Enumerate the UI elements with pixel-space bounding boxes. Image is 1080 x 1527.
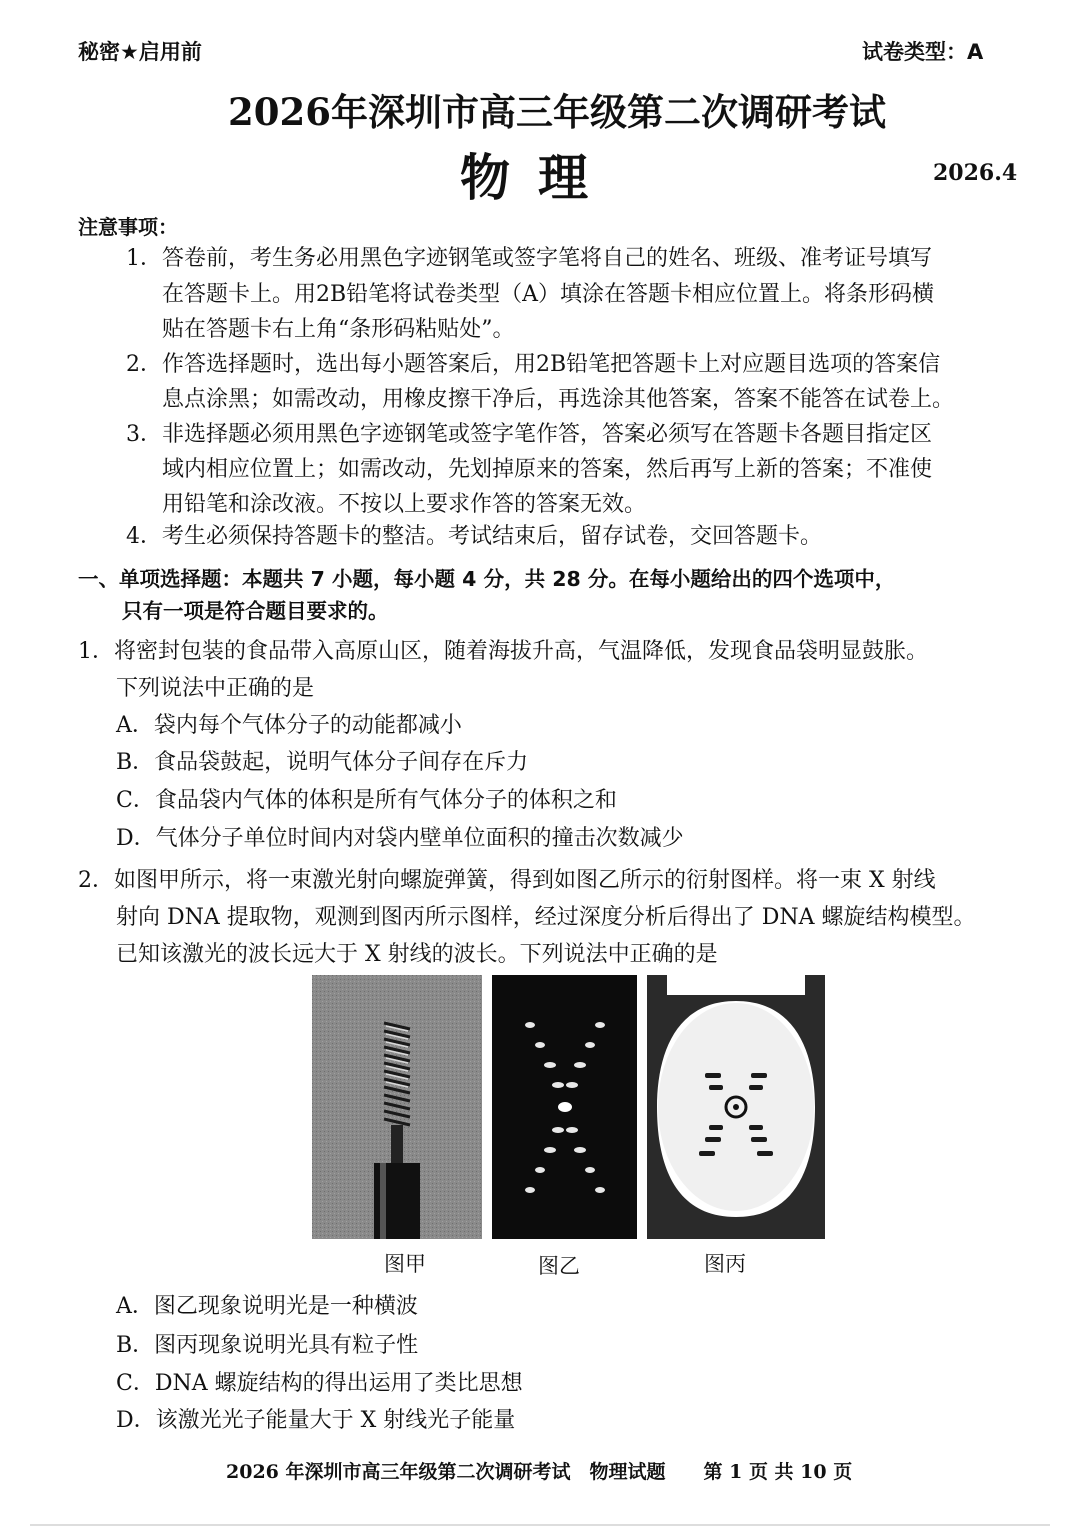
q2-option-d: D．该激光光子能量大于 X 射线光子能量 (116, 1408, 516, 1433)
section-heading-cont: 只有一项是符合题目要求的。 (122, 599, 389, 623)
q1-option-b: B．食品袋鼓起，说明气体分子间存在斥力 (116, 750, 529, 775)
q2-option-c: C．DNA 螺旋结构的得出运用了类比思想 (116, 1371, 523, 1396)
q2-stem: 已知该激光的波长远大于 X 射线的波长。下列说法中正确的是 (116, 942, 718, 967)
notes-line: 4．考生必须保持答题卡的整洁。考试结束后，留存试卷，交回答题卡。 (126, 524, 822, 549)
q1-option-d: D．气体分子单位时间内对袋内壁单位面积的撞击次数减少 (116, 826, 684, 851)
subject-title: 物理 (460, 148, 616, 207)
notes-heading: 注意事项： (78, 215, 178, 239)
notes-line: 息点涂黑；如需改动，用橡皮擦干净后，再选涂其他答案，答案不能答在试卷上。 (162, 387, 955, 412)
figure-caption-yi: 图乙 (538, 1254, 580, 1278)
exam-date: 2026.4 (933, 160, 1018, 186)
figure-xray-pattern (647, 975, 825, 1239)
notes-line: 域内相应位置上；如需改动，先划掉原来的答案，然后再写上新的答案；不准使 (162, 457, 933, 482)
q1-option-c: C．食品袋内气体的体积是所有气体分子的体积之和 (116, 788, 617, 813)
q2-stem: 射向 DNA 提取物，观测到图丙所示图样，经过深度分析后得出了 DNA 螺旋结构模型。 (116, 905, 976, 930)
confidential-label: 秘密★启用前 (78, 40, 202, 64)
q2-option-a: A．图乙现象说明光是一种横波 (116, 1294, 418, 1319)
section-heading: 一、单项选择题：本题共 7 小题，每小题 4 分，共 28 分。在每小题给出的四个选项中， (78, 567, 896, 591)
figure-caption-jia: 图甲 (384, 1252, 426, 1276)
notes-line: 在答题卡上。用2B铅笔将试卷类型（A）填涂在答题卡相应位置上。将条形码横 (162, 282, 935, 307)
notes-line: 1．答卷前，考生务必用黑色字迹钢笔或签字笔将自己的姓名、班级、准考证号填写 (126, 246, 932, 271)
q2-stem: 2．如图甲所示，将一束激光射向螺旋弹簧，得到如图乙所示的衍射图样。将一束 X 射线 (78, 868, 936, 893)
q1-stem: 1．将密封包装的食品带入高原山区，随着海拔升高，气温降低，发现食品袋明显鼓胀。 (78, 639, 928, 664)
figure-diffraction-pattern (492, 975, 637, 1239)
notes-line: 3．非选择题必须用黑色字迹钢笔或签字笔作答，答案必须写在答题卡各题目指定区 (126, 422, 932, 447)
exam-title: 2026年深圳市高三年级第二次调研考试 (228, 90, 886, 134)
bottom-rule (30, 1524, 1050, 1526)
notes-line: 贴在答题卡右上角“条形码粘贴处”。 (162, 317, 515, 342)
page-footer: 2026 年深圳市高三年级第二次调研考试 物理试题 第 1 页 共 10 页 (226, 1461, 853, 1483)
q1-option-a: A．袋内每个气体分子的动能都减小 (116, 713, 462, 738)
notes-line: 2．作答选择题时，选出每小题答案后，用2B铅笔把答题卡上对应题目选项的答案信 (126, 352, 941, 377)
paper-type-label: 试卷类型：A (862, 40, 984, 64)
q2-option-b: B．图丙现象说明光具有粒子性 (116, 1333, 419, 1358)
figure-caption-bing: 图丙 (704, 1252, 746, 1276)
notes-line: 用铅笔和涂改液。不按以上要求作答的答案无效。 (162, 492, 647, 517)
figure-spring-photo (312, 975, 482, 1239)
q1-stem: 下列说法中正确的是 (116, 676, 315, 701)
